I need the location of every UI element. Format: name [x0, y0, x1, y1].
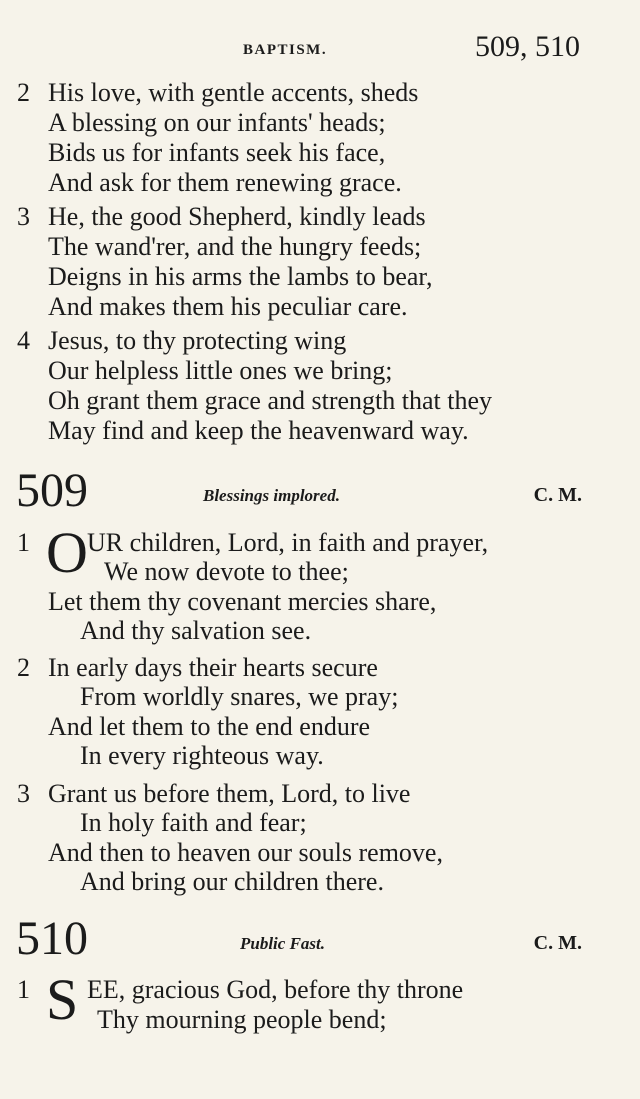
stanza-number: 4	[17, 326, 30, 355]
verse-line: And then to heaven our souls remove,	[48, 838, 443, 867]
drop-cap: O	[46, 520, 88, 585]
hymn-number: 509	[16, 464, 88, 517]
verse-line: Jesus, to thy protecting wing	[48, 326, 347, 355]
hymn-meter: C. M.	[533, 932, 582, 954]
hymn-510-heading	[0, 912, 640, 966]
stanza-number: 2	[17, 653, 30, 682]
page-numbers: 509, 510	[475, 30, 580, 63]
hymn-title: Public Fast.	[240, 934, 326, 953]
section-title: BAPTISM.	[243, 42, 328, 58]
verse-line: Our helpless little ones we bring;	[48, 356, 393, 385]
running-header	[0, 30, 640, 70]
hymn-meter: C. M.	[533, 484, 582, 506]
verse-line: And ask for them renewing grace.	[48, 168, 402, 197]
stanza-number: 1	[17, 975, 30, 1004]
hymn-number: 510	[16, 912, 88, 965]
verse-line: UR children, Lord, in faith and prayer,	[87, 528, 489, 557]
verse-line: Deigns in his arms the lambs to bear,	[48, 262, 433, 291]
verse-line: And makes them his peculiar care.	[48, 292, 408, 321]
verse-line: The wand'rer, and the hungry feeds;	[48, 232, 422, 261]
stanza-number: 3	[17, 202, 30, 231]
verse-line: In every righteous way.	[80, 741, 324, 770]
verse-line: Thy mourning people bend;	[97, 1005, 387, 1034]
verse-line: Bids us for infants seek his face,	[48, 138, 386, 167]
verse-line: And bring our children there.	[80, 867, 384, 896]
verse-line: And let them to the end endure	[48, 712, 371, 741]
stanza-number: 2	[17, 78, 30, 107]
verse-line: A blessing on our infants' heads;	[48, 108, 386, 137]
verse-line: Grant us before them, Lord, to live	[48, 779, 411, 808]
verse-line: Oh grant them grace and strength that they	[48, 386, 493, 415]
hymn-509-heading	[0, 464, 640, 518]
verse-line: May find and keep the heavenward way.	[48, 416, 469, 445]
drop-cap: S	[46, 967, 79, 1032]
verse-line: EE, gracious God, before thy throne	[87, 975, 464, 1004]
verse-line: From worldly snares, we pray;	[80, 682, 399, 711]
verse-line: In holy faith and fear;	[80, 808, 307, 837]
verse-line: And thy salvation see.	[80, 616, 312, 645]
hymn-title: Blessings implored.	[203, 486, 340, 505]
verse-line: We now devote to thee;	[104, 557, 349, 586]
verse-line: He, the good Shepherd, kindly leads	[48, 202, 426, 231]
verse-line: Let them thy covenant mercies share,	[48, 587, 437, 616]
verse-line: In early days their hearts secure	[48, 653, 378, 682]
stanza-number: 1	[17, 528, 30, 557]
stanza-number: 3	[17, 779, 30, 808]
verse-line: His love, with gentle accents, sheds	[48, 78, 419, 107]
